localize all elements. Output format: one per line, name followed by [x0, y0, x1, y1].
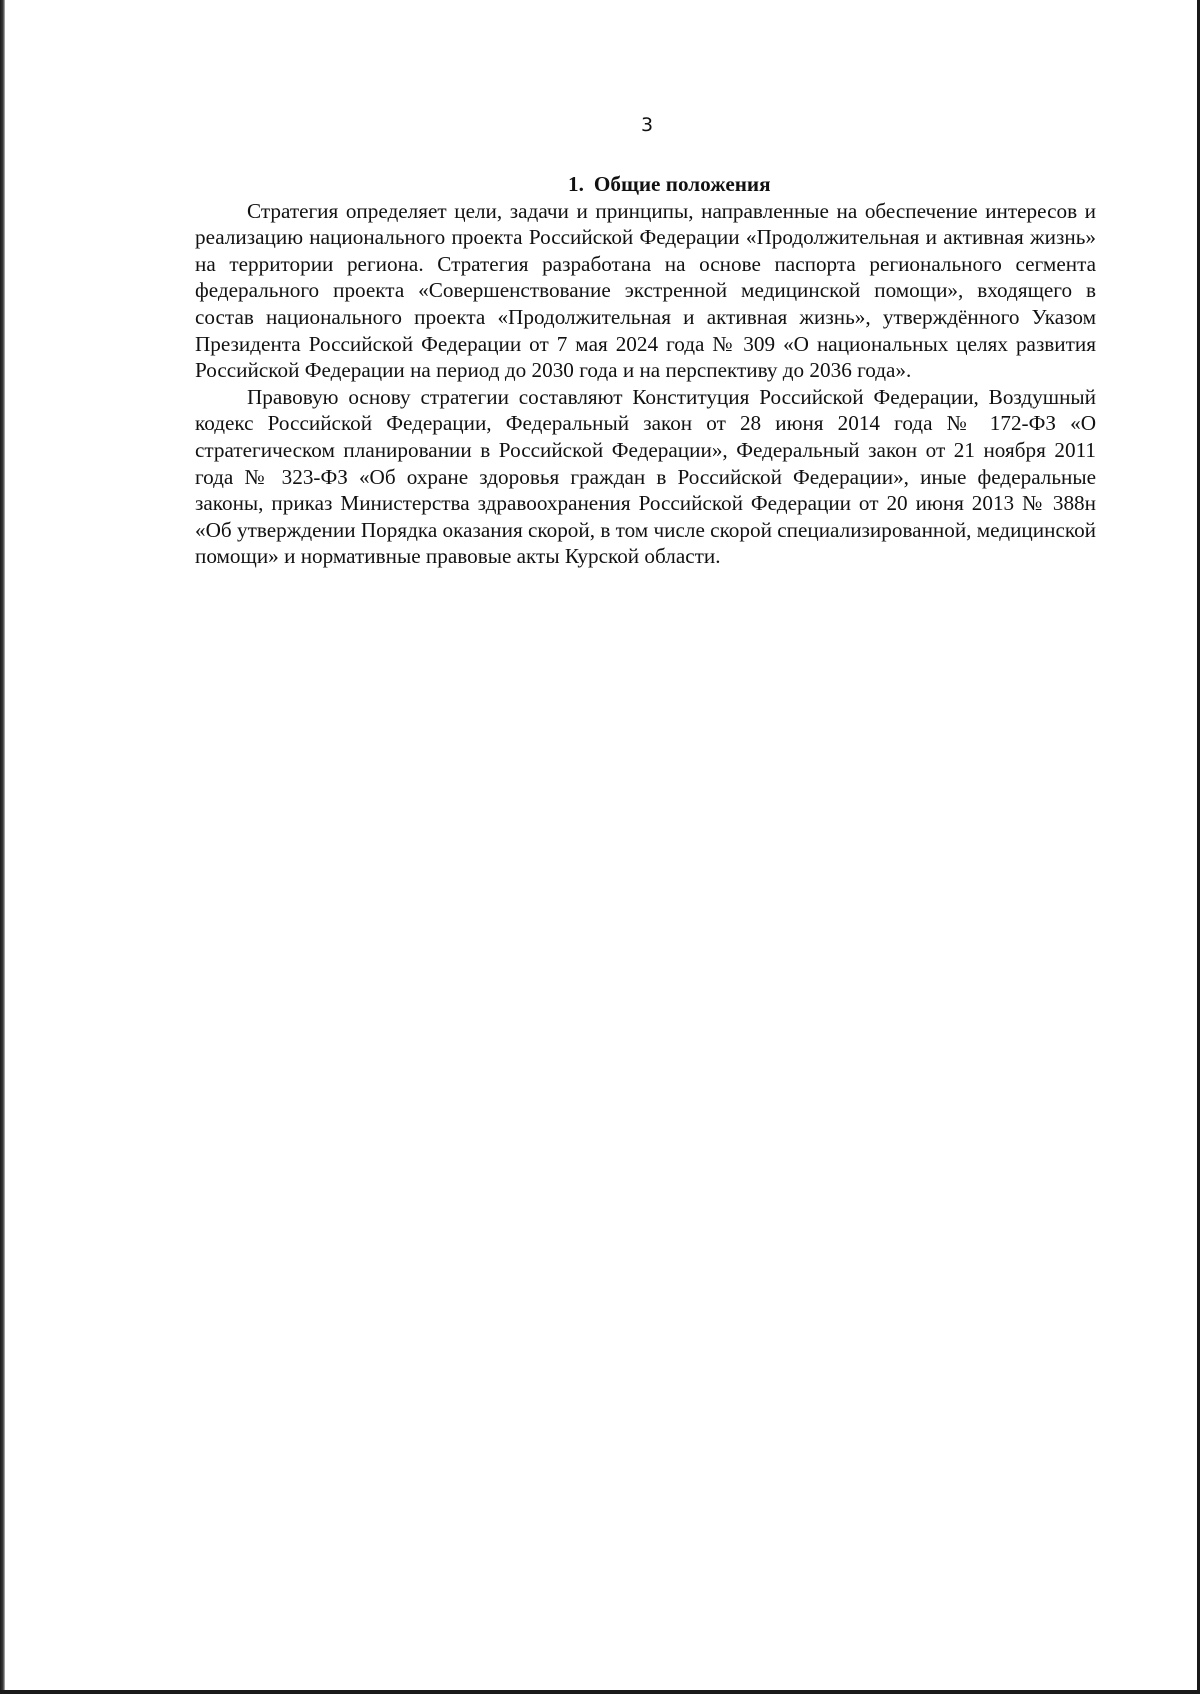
section-heading [195, 171, 1096, 198]
paragraph-legal-basis: Правовую основу стратегии составляют Конституция Российской Федерации, Воздушный кодекс Российской Федерации, Федеральный закон от 28 июня 2014 года № 172-ФЗ «О стратегическом планировании в Российской Федерации», Федеральный закон от 21 ноября 2011 года № 323-ФЗ «Об охране здоровья граждан в Российской Федерации», иные федеральные законы, приказ Министерства здравоохранения Российской Федерации от 20 июня 2013 № 388н «Об утверждении Порядка оказания скорой, в том числе скорой специализированной, медицинской помощи» и нормативные правовые акты Курской области. [195, 384, 1096, 569]
section-title: Общие положения [593, 172, 771, 196]
paragraph-strategy-purpose: Стратегия определяет цели, задачи и принципы, направленные на обеспечение интересов и реализацию национального проекта Российской Федерации «Продолжительная и активная жизнь» на территории региона. Стратегия разработана на основе паспорта регионального сегмента федерального проекта «Совершенствование экстренной медицинской помощи», входящего в состав национального проекта «Продолжительная и активная жизнь», утверждённого Указом Президента Российской Федерации от 7 мая 2024 года № 309 «О национальных целях развития Российской Федерации на период до 2030 года и на перспективу до 2036 года». [195, 198, 1096, 383]
scan-edge-bottom [0, 1690, 1200, 1694]
scan-edge-left [0, 0, 5, 1694]
section-number: 1. [568, 172, 584, 196]
document-body [195, 171, 1096, 570]
page-number: 3 [640, 114, 654, 136]
